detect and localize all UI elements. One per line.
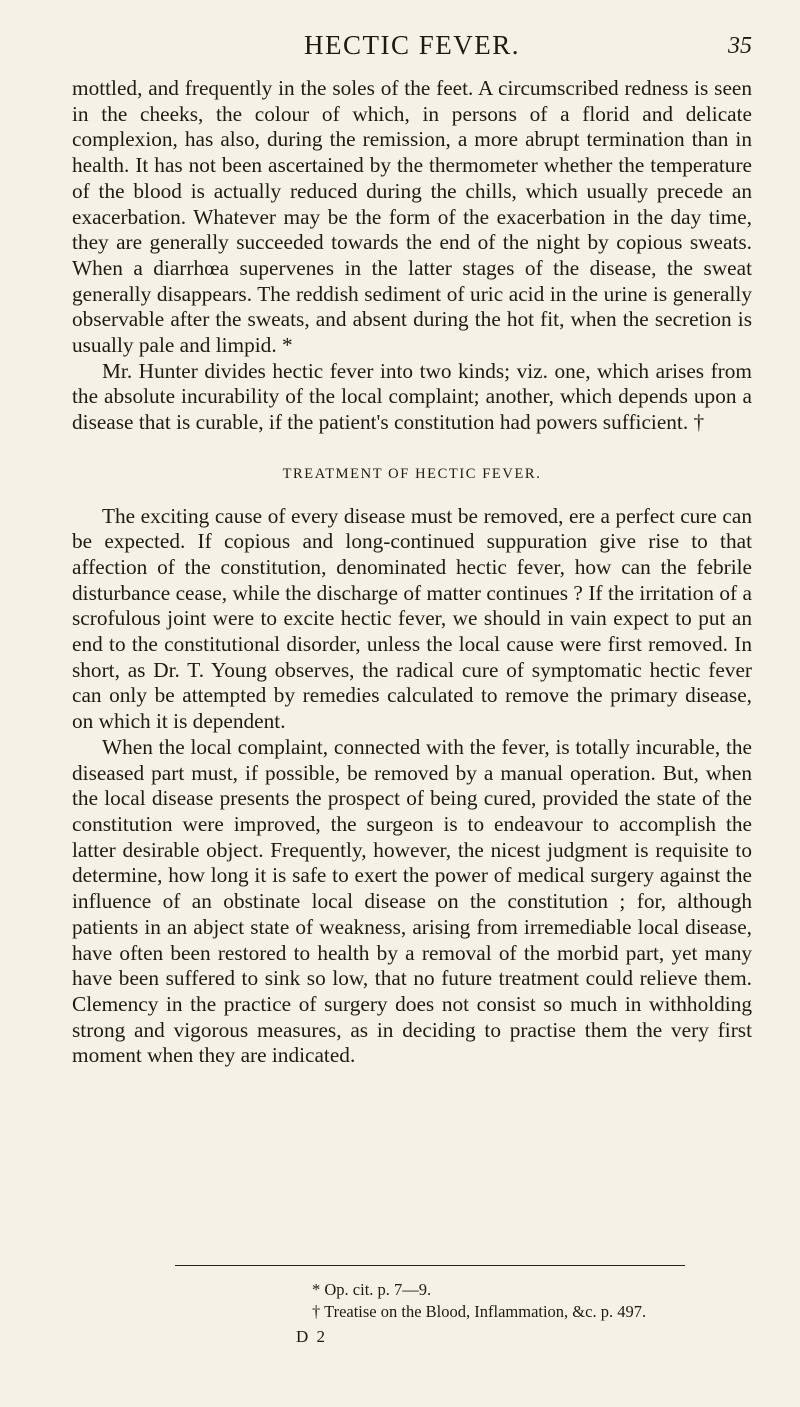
page-number: 35 (728, 33, 752, 59)
signature-mark: D 2 (296, 1327, 328, 1346)
page-header (72, 30, 752, 66)
footnote-divider (175, 1265, 685, 1266)
paragraph-hunter: Mr. Hunter divides hectic fever into two kinds; viz. one, which arises from the absolute incurability of the local complaint; another, which depends upon a disease that is curable, if the patient's constitution had powers sufficient. † (72, 358, 752, 435)
paragraph-local-complaint: When the local complaint, connected with the fever, is totally incurable, the diseased part must, if possible, be removed by a manual operation. But, when the local disease presents the prospect of being cured, provided the state of the constitution were improved, the surgeon is to endeavour to accomplish the latter desirable object. Frequently, however, the nicest judgment is requisite to determine, how long it is safe to exert the power of medical surgery against the influence of an obstinate local disease on the constitution ; for, although patients in an abject state of weakness, arising from irremediable local disease, have often been restored to health by a removal of the morbid part, yet many have been suffered to sink so low, that no future treatment could relieve them. Clemency in the practice of surgery does not consist so much in withholding strong and vigorous measures, as in deciding to practise them the very first moment when they are indicated. (72, 734, 752, 1068)
footnote-1: * Op. cit. p. 7—9. (312, 1280, 432, 1299)
paragraph-continued: mottled, and frequently in the soles of the feet. A circumscribed redness is seen in the cheeks, the colour of which, in persons of a florid and delicate complexion, has also, during the remission, a more abrupt termination than in health. It has not been ascertained by the thermometer whether the temperature of the blood is actually reduced during the chills, which usually precede an exacerbation. Whatever may be the form of the exacerbation in the day time, they are generally succeeded towards the end of the night by copious sweats. When a diarrhœa supervenes in the latter stages of the disease, the sweat generally disappears. The reddish sediment of uric acid in the urine is generally observable after the sweats, and absent during the hot fit, when the secretion is usually pale and limpid. * (72, 76, 752, 358)
running-title: HECTIC FEVER. (303, 30, 520, 60)
section-heading: TREATMENT OF HECTIC FEVER. (282, 465, 542, 482)
body-text (72, 76, 752, 1069)
footnotes (72, 1279, 752, 1323)
paragraph-exciting-cause: The exciting cause of every disease must be removed, ere a perfect cure can be expected. If copious and long-continued suppuration give rise to that affection of the constitution, denominated hectic fever, how can the febrile disturbance cease, while the discharge of matter continues ? If the irritation of a scrofulous joint were to excite hectic fever, we should in vain expect to put an end to the constitutional disorder, unless the local cause were first removed. In short, as Dr. T. Young observes, the radical cure of symptomatic hectic fever can only be attempted by remedies calculated to remove the primary disease, on which it is dependent. (72, 503, 752, 734)
footnote-2: † Treatise on the Blood, Inflammation, &c. p. 497. (312, 1302, 647, 1321)
